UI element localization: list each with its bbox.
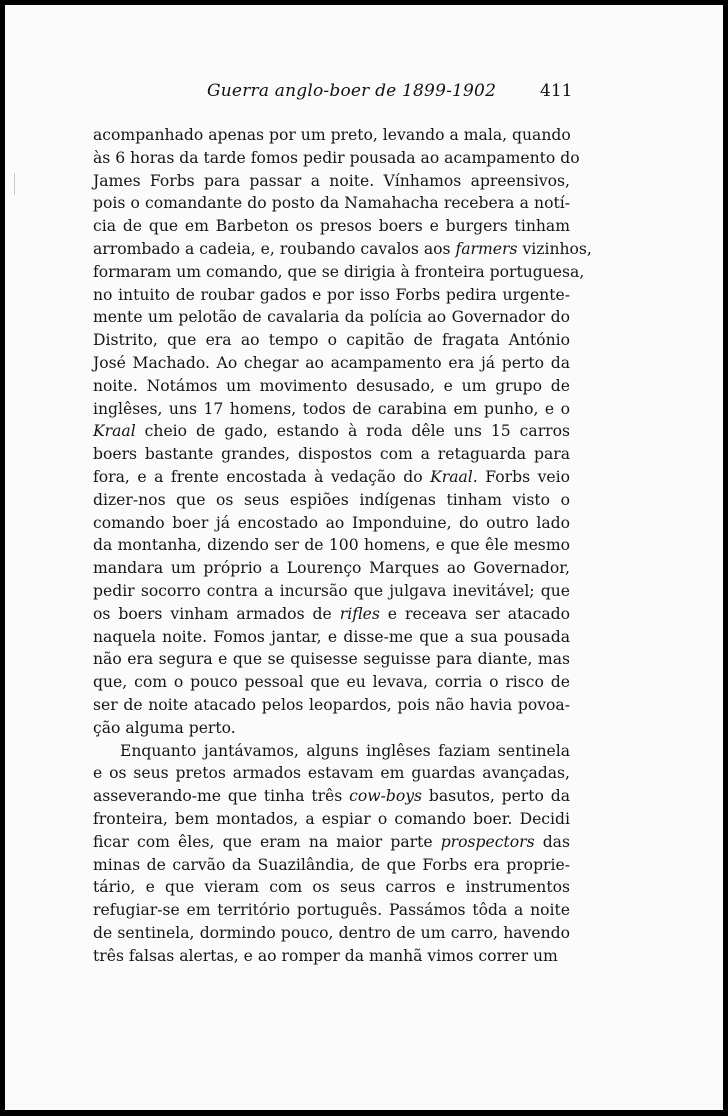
text-line: refugiar-se em território português. Passámos tôda a noite — [93, 901, 570, 920]
text-line: Enquanto jantávamos, alguns inglêses faziam sentinela — [120, 741, 570, 760]
text-line: fronteira, bem montados, a espiar o comando boer. Decidi — [93, 809, 570, 828]
margin-mark — [14, 173, 15, 195]
text-line: boers bastante grandes, dispostos com a retaguarda para — [93, 445, 570, 464]
italic-term: Kraal — [93, 422, 136, 441]
text-line: no intuito de roubar gados e por isso Forbs pedira urgente- — [93, 285, 570, 304]
text-line: asseverando-me que tinha três cow-boys basutos, perto da — [93, 787, 570, 806]
text-line: e os seus pretos armados estavam em guardas avançadas, — [93, 764, 570, 783]
text-line: três falsas alertas, e ao romper da manhã vimos correr um — [93, 946, 558, 965]
text-line: que, com o pouco pessoal que eu levava, corria o risco de — [93, 673, 570, 692]
text-line: fora, e a frente encostada à vedação do Kraal. Forbs veio — [93, 467, 570, 486]
text-line: cia de que em Barbeton os presos boers e burgers tinham — [93, 217, 570, 236]
italic-term: rifles — [339, 604, 380, 623]
running-title: Guerra anglo-boer de 1899-1902 — [207, 81, 497, 101]
text-line: às 6 horas da tarde fomos pedir pousada ao acampamento do — [93, 148, 580, 167]
text-line: ser de noite atacado pelos leopardos, pois não havia povoa- — [93, 695, 570, 714]
body-text — [93, 124, 592, 967]
page-number: 411 — [540, 81, 573, 101]
text-line: mandara um próprio a Lourenço Marques ao Governador, — [93, 559, 570, 578]
text-line: naquela noite. Fomos jantar, e disse-me que a sua pousada — [93, 627, 570, 646]
text-line: comando boer já encostado ao Imponduine, do outro lado — [93, 513, 570, 532]
text-line: James Forbs para passar a noite. Vínhamos apreensivos, — [93, 171, 570, 190]
text-line: ção alguma perto. — [93, 718, 236, 737]
text-line: da montanha, dizendo ser de 100 homens, e que êle mesmo — [93, 536, 570, 555]
text-line: não era segura e que se quisesse seguisse para diante, mas — [93, 650, 570, 669]
text-line: os boers vinham armados de rifles e receava ser atacado — [93, 604, 570, 623]
text-line: Kraal cheio de gado, estando à roda dêle uns 15 carros — [93, 422, 570, 441]
text-line: pois o comandante do posto da Namahacha recebera a notí- — [93, 194, 570, 213]
text-line: inglêses, uns 17 homens, todos de carabina em punho, e o — [93, 399, 570, 418]
text-line: tário, e que vieram com os seus carros e instrumentos — [93, 878, 570, 897]
text-line: formaram um comando, que se dirigia à fronteira portuguesa, — [93, 262, 585, 281]
text-line: acompanhado apenas por um preto, levando a mala, quando — [93, 126, 571, 144]
italic-term: prospectors — [440, 832, 535, 851]
text-line: noite. Notámos um movimento desusado, e um grupo de — [93, 376, 570, 395]
text-line: minas de carvão da Suazilândia, de que Forbs era proprie- — [93, 855, 570, 874]
italic-term: cow-boys — [349, 787, 423, 806]
page-header — [5, 81, 723, 103]
text-line: de sentinela, dormindo pouco, dentro de um carro, havendo — [93, 923, 570, 942]
text-line: José Machado. Ao chegar ao acampamento era já perto da — [93, 353, 570, 372]
text-line: pedir socorro contra a incursão que julgava inevitável; que — [93, 581, 570, 600]
text-line: mente um pelotão de cavalaria da polícia ao Governador do — [93, 308, 570, 327]
text-line: ficar com êles, que eram na maior parte prospectors das — [93, 832, 570, 851]
text-line: Distrito, que era ao tempo o capitão de fragata António — [93, 331, 570, 350]
italic-term: Kraal. — [430, 467, 478, 486]
text-line: dizer-nos que os seus espiões indígenas tinham visto o — [93, 490, 570, 509]
italic-term: farmers — [455, 239, 518, 258]
book-page — [5, 5, 723, 1110]
text-line: arrombado a cadeia, e, roubando cavalos aos farmers vizinhos, — [93, 239, 592, 258]
